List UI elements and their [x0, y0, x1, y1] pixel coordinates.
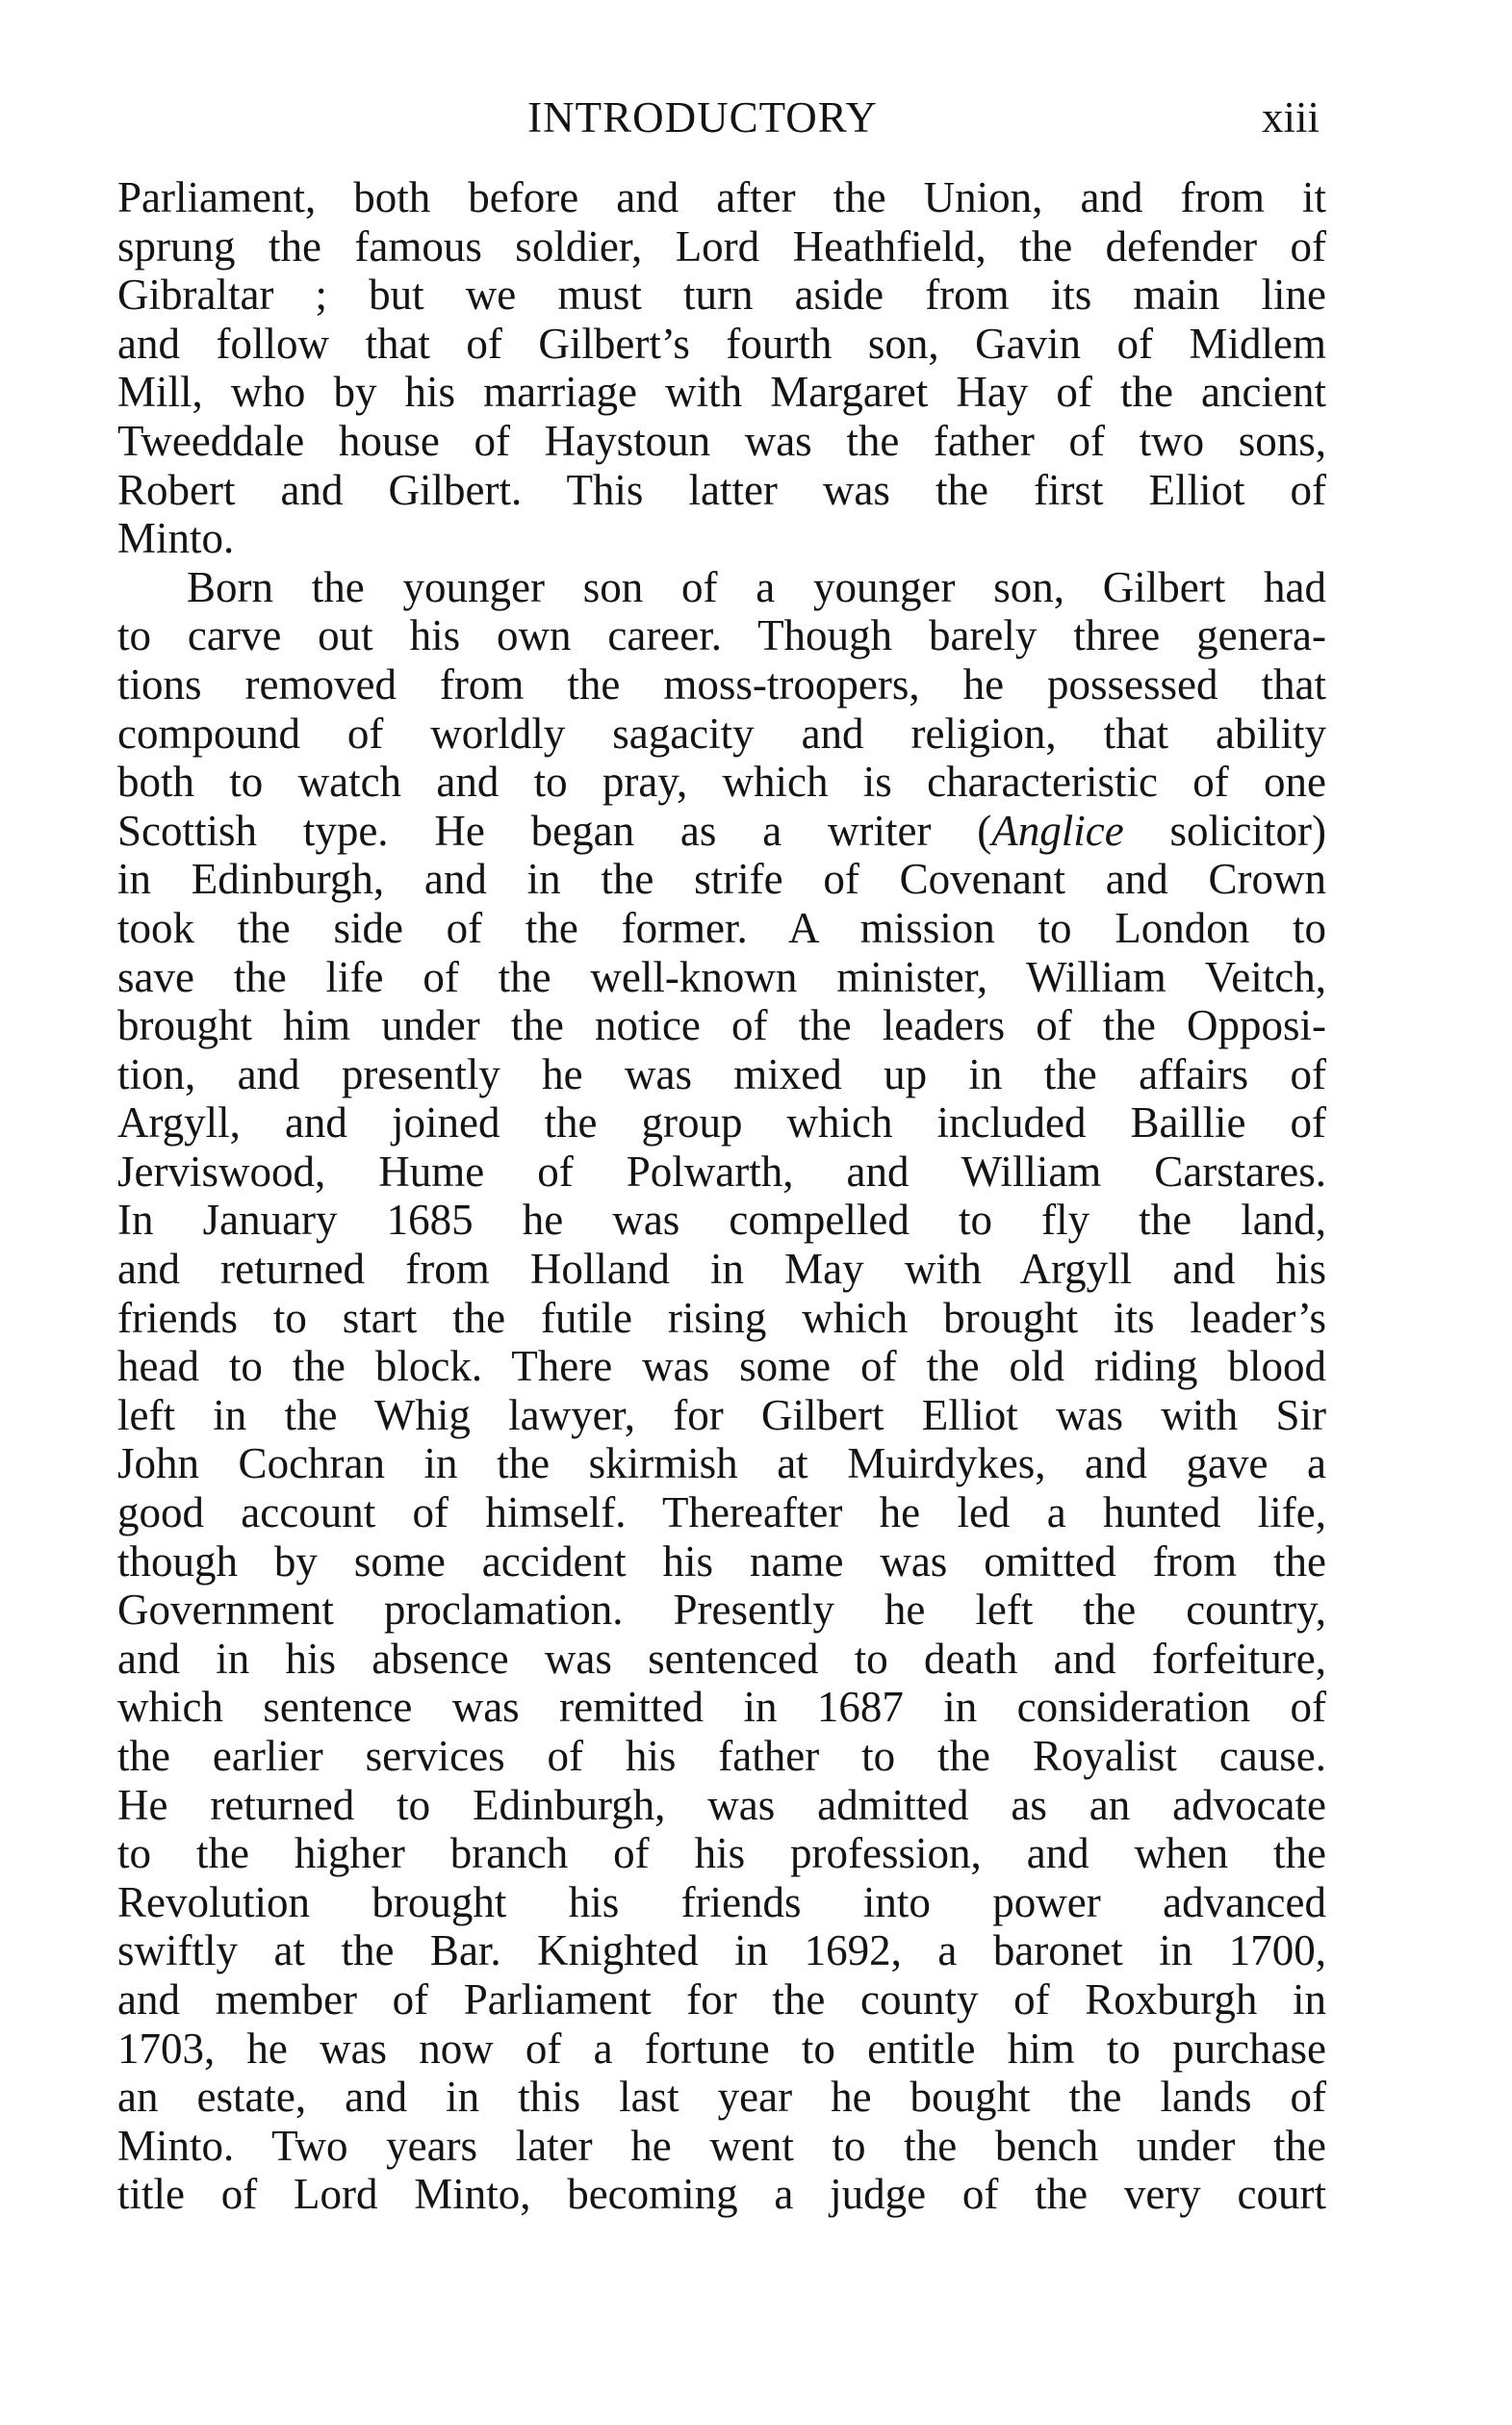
- text-line: compound of worldly sagacity and religion, that ability: [117, 709, 1326, 758]
- body-text: [117, 173, 1326, 2219]
- text-line: Born the younger son of a younger son, Gilbert had: [187, 562, 1326, 611]
- paragraph: [117, 173, 1326, 563]
- text-line: swiftly at the Bar. Knighted in 1692, a baronet in 1700,: [117, 1926, 1326, 1975]
- text-line: tion, and presently he was mixed up in the affairs of: [117, 1049, 1326, 1098]
- page-number: xiii: [1261, 93, 1320, 142]
- text-line: Revolution brought his friends into power advanced: [117, 1877, 1326, 1926]
- text-line: Jerviswood, Hume of Polwarth, and William Carstares.: [117, 1147, 1326, 1196]
- text-line: and returned from Holland in May with Argyll and his: [117, 1245, 1326, 1294]
- text-line: Robert and Gilbert. This latter was the first Elliot of: [117, 465, 1326, 514]
- text-line: 1703, he was now of a fortune to entitle him to purchase: [117, 2024, 1326, 2073]
- text-line: Argyll, and joined the group which included Baillie of: [117, 1098, 1326, 1148]
- text-line: Government proclamation. Presently he left the country,: [117, 1586, 1326, 1635]
- text-line: Minto. Two years later he went to the bench under the: [117, 2121, 1326, 2170]
- text-line: the earlier services of his father to the Royalist cause.: [117, 1732, 1326, 1780]
- text-line: and member of Parliament for the county of Roxburgh in: [117, 1974, 1326, 2024]
- text-line: good account of himself. Thereafter he led a hunted life,: [117, 1488, 1326, 1537]
- text-line: to carve out his own career. Though barely three genera-: [117, 611, 1326, 660]
- text-line: Mill, who by his marriage with Margaret Hay of the ancient: [117, 368, 1326, 417]
- text-line: to the higher branch of his profession, and when the: [117, 1829, 1326, 1878]
- text-line: head to the block. There was some of the old riding blood: [117, 1342, 1326, 1391]
- text-line: brought him under the notice of the leaders of the Opposi-: [117, 1001, 1326, 1050]
- text-line: took the side of the former. A mission to London to: [117, 903, 1326, 952]
- text-line: and in his absence was sentenced to death and forfeiture,: [117, 1634, 1326, 1683]
- text-line: He returned to Edinburgh, was admitted as an advocate: [117, 1780, 1326, 1829]
- running-title: INTRODUCTORY: [527, 93, 878, 142]
- text-line: both to watch and to pray, which is characteristic of one: [117, 758, 1326, 807]
- text-line: left in the Whig lawyer, for Gilbert Elliot was with Sir: [117, 1390, 1326, 1439]
- text-line: in Edinburgh, and in the strife of Covenant and Crown: [117, 855, 1326, 904]
- text-line: Gibraltar ; but we must turn aside from its main line: [117, 271, 1326, 320]
- paragraph: [117, 563, 1326, 2219]
- text-line: an estate, and in this last year he bought the lands of: [117, 2073, 1326, 2122]
- text-line: friends to start the futile rising which brought its leader’s: [117, 1293, 1326, 1342]
- text-line: tions removed from the moss-troopers, he possessed that: [117, 659, 1326, 709]
- text-line: John Cochran in the skirmish at Muirdykes, and gave a: [117, 1439, 1326, 1488]
- text-line: Scottish type. He began as a writer (Anglice solicitor): [117, 806, 1326, 855]
- text-line: Minto.: [117, 514, 235, 563]
- text-line: though by some accident his name was omitted from the: [117, 1536, 1326, 1586]
- text-line: save the life of the well-known minister, William Veitch,: [117, 952, 1326, 1001]
- text-line: which sentence was remitted in 1687 in consideration of: [117, 1683, 1326, 1732]
- text-line: title of Lord Minto, becoming a judge of the very court: [117, 2170, 1326, 2219]
- running-header: [0, 89, 1512, 146]
- text-line: sprung the famous soldier, Lord Heathfield, the defender of: [117, 221, 1326, 271]
- text-line: Tweeddale house of Haystoun was the father of two sons,: [117, 416, 1326, 465]
- italic-term: Anglice: [991, 806, 1124, 855]
- text-line: and follow that of Gilbert’s fourth son, Gavin of Midlem: [117, 319, 1326, 368]
- text-line: In January 1685 he was compelled to fly the land,: [117, 1196, 1326, 1245]
- text-line: Parliament, both before and after the Union, and from it: [117, 173, 1326, 221]
